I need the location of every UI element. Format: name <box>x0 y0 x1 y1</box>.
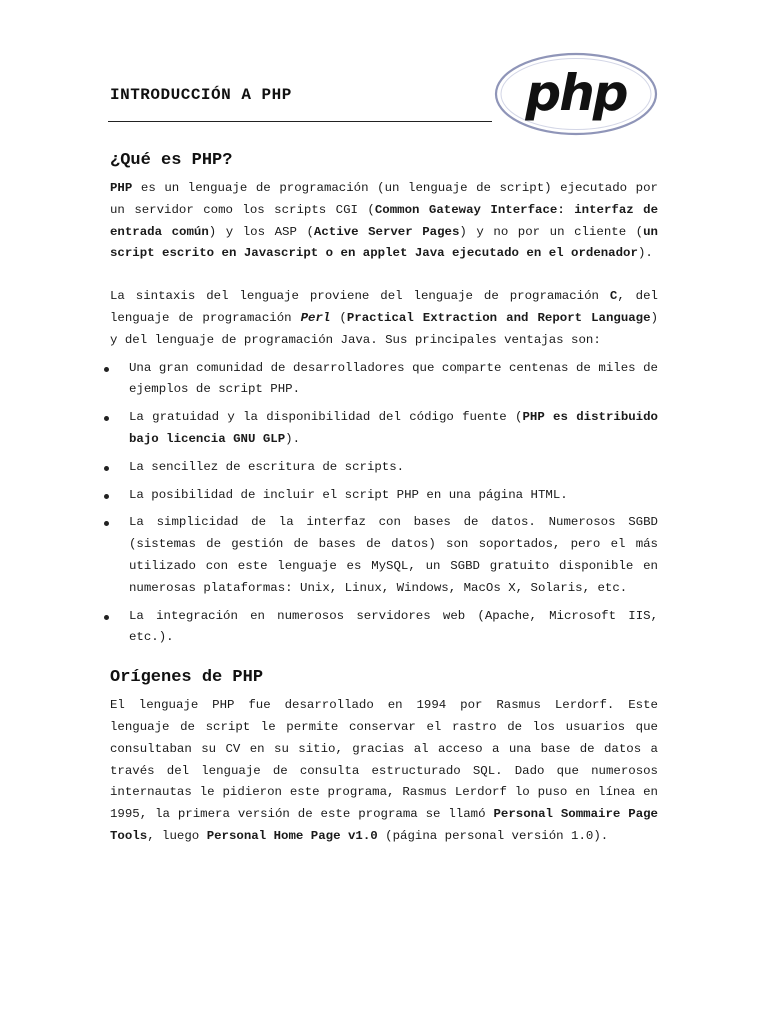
emphasized-text: PHP es distribuido bajo licencia GNU GLP <box>129 410 658 446</box>
list-item <box>110 485 658 507</box>
list-item <box>110 512 658 599</box>
text-run: La gratuidad y la disponibilidad del código fuente ( <box>129 410 523 425</box>
title-underline <box>108 121 492 122</box>
page-title: INTRODUCCIÓN A PHP <box>110 86 292 104</box>
bullet-dot <box>104 367 109 372</box>
paragraph <box>110 178 658 265</box>
document-body <box>110 148 658 848</box>
bullet-dot <box>104 416 109 421</box>
text-run: ). <box>285 431 301 446</box>
text-run: es un lenguaje de programación (un lenguaje de script) ejecutado por un servidor como los scripts CGI ( <box>110 181 658 217</box>
bullet-dot <box>104 466 109 471</box>
bullet-dot <box>104 521 109 526</box>
text-run: ) y los ASP ( <box>208 224 314 239</box>
emphasized-text: PHP <box>110 181 133 195</box>
list-item <box>110 358 658 402</box>
emphasized-text: Personal Home Page v1.0 <box>206 828 378 843</box>
php-logo <box>492 50 660 138</box>
text-run: La integración en numerosos servidores web (Apache, Microsoft IIS, etc.). <box>129 608 658 645</box>
section-heading-que-es-php: ¿Qué es PHP? <box>110 151 233 170</box>
list-item <box>110 407 658 451</box>
text-run: La simplicidad de la interfaz con bases de datos. Numerosos SGBD (sistemas de gestión de bases de datos) son soportados, pero el más utilizado con este lenguaje es MySQL, un SGBD gratuito disponible en numerosas plataformas: Unix, Linux, Windows, MacOs X, Solaris, etc. <box>129 515 658 595</box>
list-item <box>110 457 658 479</box>
text-run: ) y del lenguaje de programación Java. Sus principales ventajas son: <box>110 310 658 347</box>
emphasized-text: un script escrito en Javascript o en applet Java ejecutado en el ordenador <box>110 224 658 261</box>
emphasized-text: Active Server Pages <box>313 224 460 239</box>
text-run: La sencillez de escritura de scripts. <box>129 459 405 474</box>
text-run: La sintaxis del lenguaje proviene del lenguaje de programación <box>110 289 610 304</box>
paragraph <box>110 695 658 848</box>
text-run: (página personal versión 1.0). <box>377 828 609 843</box>
text-run: Una gran comunidad de desarrolladores que comparte centenas de miles de ejemplos de script PHP. <box>129 360 658 397</box>
list-item <box>110 606 658 650</box>
bullet-dot <box>104 615 109 620</box>
text-run: ) y no por un cliente ( <box>459 224 644 239</box>
php-logo-text: php <box>525 64 627 122</box>
emphasized-text: Personal Sommaire Page Tools <box>110 807 658 843</box>
emphasized-text: Practical Extraction and Report Language <box>346 310 651 325</box>
text-run: ). <box>637 246 653 261</box>
emphasized-text: Perl <box>300 310 331 325</box>
advantages-list <box>110 358 658 650</box>
text-run: La posibilidad de incluir el script PHP en una página HTML. <box>129 487 568 502</box>
text-run: , del lenguaje de programación <box>110 289 658 325</box>
text-run: , luego <box>147 828 207 843</box>
text-run: ( <box>330 310 347 325</box>
paragraph <box>110 286 658 351</box>
bullet-dot <box>104 494 109 499</box>
emphasized-text: Common Gateway Interface: interfaz de entrada común <box>110 202 659 239</box>
text-run: El lenguaje PHP fue desarrollado en 1994 por Rasmus Lerdorf. Este lenguaje de script le permite conservar el rastro de los usuarios que consultaban su CV en su sitio, gracias al acceso a una base de datos a través del lenguaje de consulta estructurado SQL. Dado que numerosos internautas le pidieron este programa, Rasmus Lerdorf lo puso en línea en 1995, la primera versión de este programa se llamó <box>110 698 658 822</box>
emphasized-text: C <box>609 289 618 304</box>
section-heading-origenes: Orígenes de PHP <box>110 668 264 688</box>
